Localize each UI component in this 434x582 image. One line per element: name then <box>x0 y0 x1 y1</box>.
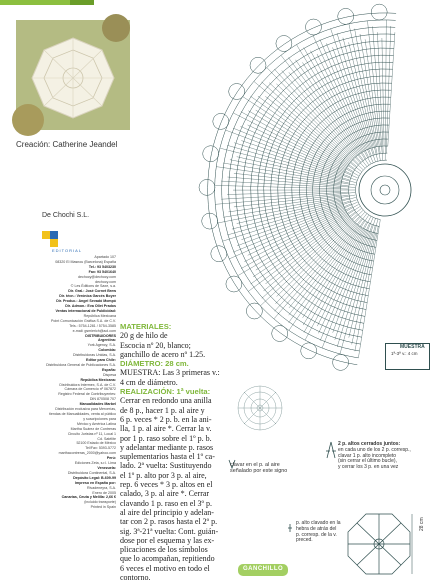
instruction-line: MUESTRA: Las 3 primeras v.: <box>120 368 248 377</box>
chart-center-ring <box>359 164 411 216</box>
chart-stitch <box>227 191 341 194</box>
credit-line: República Mexicana <box>0 314 116 319</box>
legend-line: y cerrar los 3 p. en una vez <box>338 465 411 471</box>
instruction-line: ganchillo de acero nº 1.25. <box>120 350 248 359</box>
chart-stitch <box>248 111 353 172</box>
chart-edge-loop <box>371 4 387 20</box>
credit-line: dechocy.com <box>0 280 116 285</box>
chart-stitch <box>320 40 373 163</box>
ganchillo-logo-text: GANCHILLO <box>243 566 283 572</box>
credit-line: Distribuidoras Unidas, S.A. <box>0 353 116 358</box>
legend-line: p. alto clavado en la <box>296 521 340 527</box>
instruction-line: lado. 2ª vuelta: Sustituyendo <box>120 461 248 470</box>
chart-stitch <box>241 112 359 176</box>
credit-line: Editor para Chile: <box>0 358 116 363</box>
credit-line: Canarias, Ceuta y Melilla: 2,66 € <box>0 495 116 500</box>
chart-edge-loop <box>333 354 349 370</box>
muestra-label: MUESTRA <box>400 344 425 350</box>
chart-ring <box>229 34 395 344</box>
chart-stitch <box>303 215 369 318</box>
chart-edge-loop <box>246 303 262 319</box>
chart-stitch <box>333 47 370 148</box>
credit-line: Registro Federal de Contribuyentes: <box>0 392 116 397</box>
instruction-line: suplementarios hasta el 1º ca- <box>120 452 248 461</box>
chart-stitch <box>304 48 364 152</box>
legend-closed-title: 2 p. altos cerrados juntos: <box>338 442 411 448</box>
instruction-line: que lo acompañan, repitiendo <box>120 554 248 563</box>
chart-stitch <box>266 209 362 284</box>
legend-line: hebra de atrás del <box>296 527 340 533</box>
chart-stitch <box>288 58 363 161</box>
chart-stitch <box>320 218 373 341</box>
legend-line: en cada uno de los 2 p. corresp., <box>338 448 411 454</box>
instruction-line: lla, 1 p. al aire *. Cerrar la v. <box>120 424 248 433</box>
legend-line: (sin cerrar el último bucle), <box>338 459 411 465</box>
chart-ring <box>271 76 392 303</box>
credit-line: Dir. técn.: Verónica Garcés Boyer <box>0 294 116 299</box>
instructions-text <box>120 322 248 582</box>
credit-line: Dir. Gral.: José Cornet Brew <box>0 289 116 294</box>
credit-line: México y América Latina <box>0 422 116 427</box>
chart-stitch <box>240 126 357 178</box>
credit-line: Apartado 107 <box>0 255 116 260</box>
legend-line: preced. <box>296 538 340 544</box>
instruction-line: MATERIALES: <box>120 322 248 331</box>
chart-center-ring <box>371 176 399 204</box>
credit-line: Tel.: 93 5403230 <box>0 265 116 270</box>
credit-line: Enero de 2005 <box>0 491 116 496</box>
credit-line: Cámara de Comercio nº 067872 <box>0 387 116 392</box>
credit-line: Ventas internacional de Publicidad: <box>0 309 116 314</box>
instruction-line: Cerrar en redondo una anilla <box>120 396 248 405</box>
chart-stitch <box>289 219 362 308</box>
chart-ring <box>285 90 392 289</box>
chart-stitch <box>215 185 348 189</box>
chart-edge-loop <box>276 36 292 52</box>
legend-closed-together <box>338 442 411 471</box>
instruction-line: REALIZACIÓN: 1ª vuelta: <box>120 387 248 396</box>
instruction-line: el 1º p. alto por 3 p. al aire, <box>120 471 248 480</box>
credit-line: dechocy@dechocy.com <box>0 275 116 280</box>
credit-line: Tel/Fax: 5393-5772 <box>0 446 116 451</box>
chart-stitch <box>241 204 359 268</box>
credit-line: Dir. Produc.: Angel Sevadó Mompó <box>0 299 116 304</box>
chart-stitch <box>319 224 370 334</box>
chart-stitch <box>355 29 377 147</box>
chart-edge-loop <box>226 276 242 292</box>
instruction-line: tar con 2 p. rasos hasta el 2º p. <box>120 517 248 526</box>
chart-edge-loop <box>211 246 227 262</box>
credit-line: Rivadeneyra, S.A. <box>0 486 116 491</box>
credit-line: y suscripciones para <box>0 417 116 422</box>
credit-line: Depósito Legal: B-609-99 <box>0 476 116 481</box>
credit-line: 08320 El Masnou (Barcelona) España <box>0 260 116 265</box>
crochet-chart-diagram <box>140 0 434 320</box>
publisher-name: De Chochi S.L. <box>42 212 89 219</box>
chart-stitch <box>250 96 354 169</box>
instruction-line: calado, 3 p. al aire *. Cerrar <box>120 489 248 498</box>
chart-edge-loop <box>306 19 322 35</box>
credit-line: Fax: 93 5401640 <box>0 270 116 275</box>
chart-edge-loop <box>338 8 354 24</box>
chart-edge-loop <box>199 179 215 195</box>
instruction-line: 4 cm de diámetro. <box>120 378 248 387</box>
chart-edge-loop <box>213 113 229 129</box>
doily-photo <box>16 20 130 130</box>
chart-edge-loop <box>203 146 219 162</box>
instruction-line: 20 g de hilo de <box>120 331 248 340</box>
chart-stitch <box>343 38 373 148</box>
credit-line: Circuito Juristas nº 11, Local 1 <box>0 432 116 437</box>
credit-line: DISTRIBUIDORES <box>0 334 116 339</box>
chart-stitch <box>233 204 351 252</box>
legend-clavar-text <box>230 462 287 474</box>
credit-line: marthacontreras_2000@yahoo.com <box>0 451 116 456</box>
chart-edge-loop <box>301 343 317 359</box>
size-octagon-diagram <box>344 512 414 576</box>
credit-line: 52100 Estado de México <box>0 441 116 446</box>
legend-line: p. corresp. de la v. <box>296 533 340 539</box>
chart-stitch <box>276 84 358 164</box>
credit-line: Perú: <box>0 456 116 461</box>
credit-line: Distribuidora General de Publicaciones S.A. <box>0 363 116 368</box>
credit-line: Printed in Spain <box>0 505 116 510</box>
chart-edge-loop <box>229 84 245 100</box>
credit-line: Cd. Satélite <box>0 437 116 442</box>
credit-line: Impreso en España por: <box>0 481 116 486</box>
credit-line: DIN 870508 707 <box>0 397 116 402</box>
credit-line: Dispesa <box>0 373 116 378</box>
chart-center-ring <box>380 185 390 195</box>
instruction-line: al aire del principio y adelan- <box>120 508 248 517</box>
chart-ring <box>208 13 396 365</box>
chart-stitch <box>228 177 356 188</box>
credit-line: Argentina: <box>0 338 116 343</box>
legend-line: señalado por este signo <box>230 468 287 474</box>
instruction-line: clavando 1 p. raso en el 3º p. <box>120 499 248 508</box>
credit-line: Venezuela: <box>0 466 116 471</box>
credit-line: Colombia: <box>0 348 116 353</box>
instruction-line: 6 p. veces * 2 p. b. en la ani- <box>120 415 248 424</box>
chart-edge-loop <box>272 326 288 342</box>
diameter-label: 28 cm <box>419 517 425 531</box>
chart-ring <box>278 83 392 296</box>
credit-line: Ediciones Zeta, s.r.l. Lima <box>0 461 116 466</box>
top-color-tab <box>70 0 94 5</box>
credit-line: (incluido transporte) <box>0 500 116 505</box>
photo-caption: Creación: Catherine Jeandel <box>16 140 117 149</box>
chart-stitch <box>233 128 344 173</box>
credit-line: Manualidades Marbel <box>0 402 116 407</box>
credit-line: © Les Éditions de Saxe, s.a. <box>0 284 116 289</box>
chart-stitch <box>337 33 374 154</box>
credit-line: Tels.: 5754-1281 / 5754-3585 <box>0 324 116 329</box>
legend-line: clavar en el p. al aire <box>230 462 287 468</box>
chart-ring <box>215 20 396 358</box>
credit-line: Distribuidora Intermex, S.A. de C.V. <box>0 383 116 388</box>
legend-closed-lines <box>338 448 411 471</box>
chart-stitch <box>377 32 383 153</box>
credit-line: Martha Suárez de Contreras <box>0 427 116 432</box>
instruction-line: contorno. <box>120 573 248 582</box>
chart-stitch <box>388 32 395 146</box>
publisher-subtitle: EDITORIAL <box>52 248 82 253</box>
chart-stitch <box>221 181 341 188</box>
credit-line: York Agency, S.A. <box>0 343 116 348</box>
credit-line: República Mexicana: <box>0 378 116 383</box>
instruction-line: rep. 6 veces * 3 p. altos en el <box>120 480 248 489</box>
instruction-line: 6 veces el motivo en todo el <box>120 564 248 573</box>
legend-back-loop-text <box>296 521 340 544</box>
closed-together-symbol-icon <box>324 440 338 460</box>
credit-line: Distribuidora Continental, S.A. <box>0 471 116 476</box>
motif-sketch <box>235 383 285 433</box>
instruction-line: y adelantar mediante p. rasos <box>120 443 248 452</box>
credit-line: e-mail: gsmierich@aol.com <box>0 329 116 334</box>
credit-line: Dir. Admon.: Eva Ollet Prados <box>0 304 116 309</box>
credit-line: España: <box>0 368 116 373</box>
chart-stitch <box>277 221 354 297</box>
muestra-size: 1ª-3ª v.: 4 cm <box>391 351 418 356</box>
instruction-line: sig. 3ª-21ª vuelta: Cont. guián- <box>120 527 248 536</box>
instruction-line: plicaciones de los símbolos <box>120 545 248 554</box>
credit-line: tiendas de Manualidades, venta al público <box>0 412 116 417</box>
credits-block <box>0 255 116 510</box>
credit-line: Point Comunicación Gráfica S.A. de C.V. <box>0 319 116 324</box>
instruction-line: de 8 p., hacer 1 p. al aire y <box>120 406 248 415</box>
chart-ring <box>258 62 393 316</box>
back-loop-treble-symbol-icon <box>287 523 293 533</box>
legend-line: clavar 1 p. alto incompleto <box>338 454 411 460</box>
instruction-line: Escocia nº 20, blanco; <box>120 341 248 350</box>
instruction-line: dose por el esquema y las ex- <box>120 536 248 545</box>
instruction-line: DIÁMETRO: 28 cm. <box>120 359 248 368</box>
chart-edge-loop <box>250 57 266 73</box>
chart-stitch <box>302 62 368 164</box>
chart-ring <box>251 55 394 323</box>
chart-stitch <box>256 110 348 167</box>
instruction-line: por 1 p. raso sobre el 1º p. b. <box>120 434 248 443</box>
credit-line: Distribución exclusiva para Mercerías, <box>0 407 116 412</box>
